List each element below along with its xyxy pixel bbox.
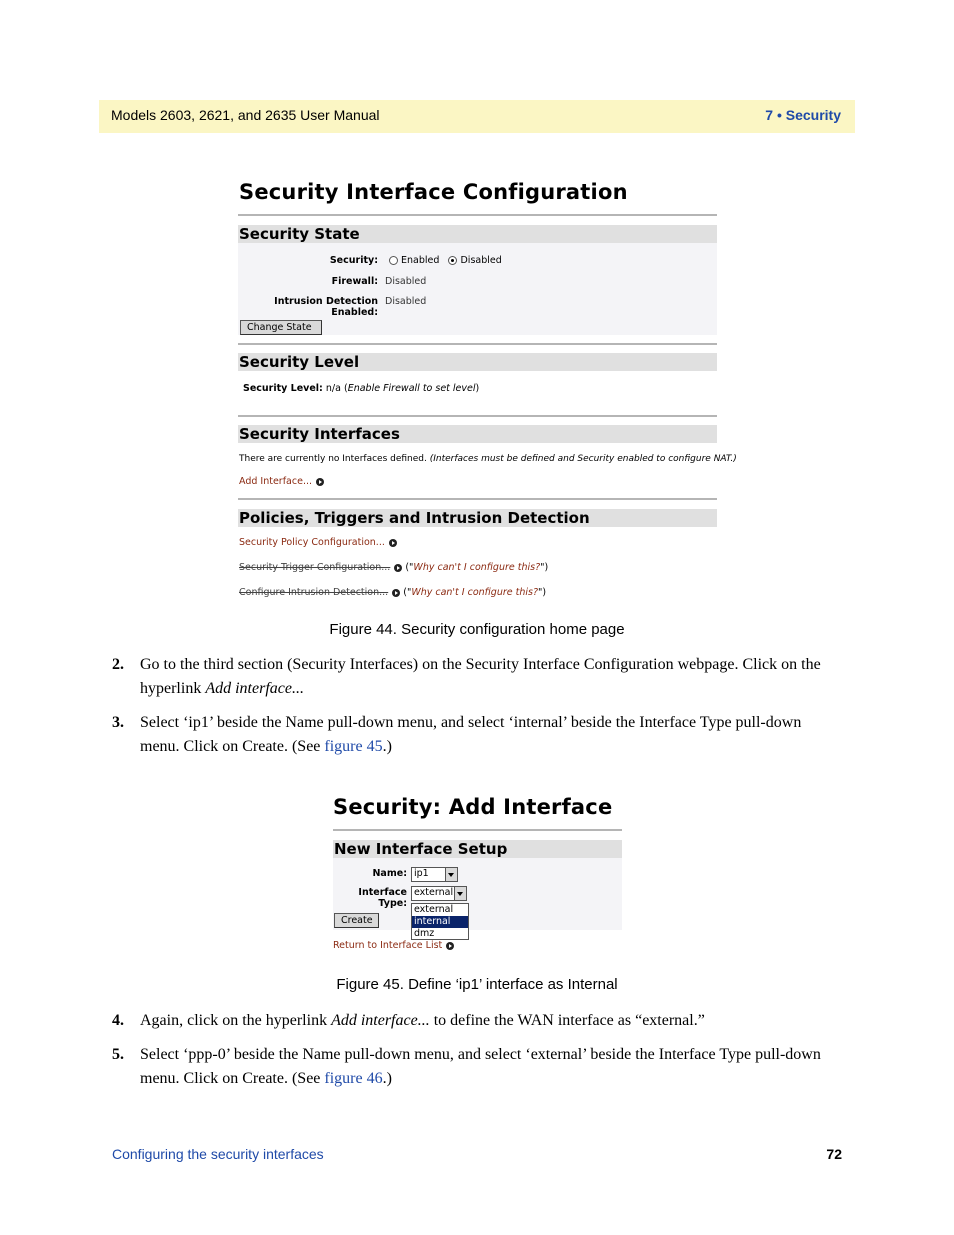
type-selected-value: external xyxy=(414,887,454,898)
ids-value: Disabled xyxy=(385,296,427,307)
disabled-radio[interactable] xyxy=(448,256,457,265)
note-paren: ( xyxy=(343,383,348,394)
security-label: Security: xyxy=(329,255,378,266)
security-trigger-link: Security Trigger Configuration... xyxy=(239,562,391,573)
security-policy-link[interactable]: Security Policy Configuration... xyxy=(239,537,385,548)
enable-firewall-note: Enable Firewall xyxy=(347,383,420,394)
create-button[interactable]: Create xyxy=(334,913,379,928)
step-5 xyxy=(112,1043,842,1091)
security-level-row xyxy=(243,383,713,394)
figure-45-link[interactable]: figure 45 xyxy=(324,738,383,755)
add-interface-row xyxy=(239,476,324,487)
chevron-down-icon[interactable] xyxy=(454,887,466,900)
add-interface-reference: Add interface... xyxy=(331,1012,430,1029)
enabled-radio[interactable] xyxy=(389,256,398,265)
policy-config-row xyxy=(239,537,397,548)
step-text: Again, click on the hyperlink Add interface... to define the WAN interface as “external.” xyxy=(140,1012,705,1029)
firewall-value: Disabled xyxy=(385,276,427,287)
ids-label: Intrusion Detection Enabled: xyxy=(274,296,378,318)
arrow-right-icon[interactable] xyxy=(446,942,454,950)
arrow-right-icon xyxy=(394,564,402,572)
divider xyxy=(238,214,717,216)
divider xyxy=(238,343,717,345)
security-state-heading: Security State xyxy=(238,225,717,243)
figure-44-caption: Figure 44. Security configuration home page xyxy=(329,621,625,638)
page-number: 72 xyxy=(826,1146,842,1162)
new-interface-heading: New Interface Setup xyxy=(333,840,622,858)
step-text: Go to the third section (Security Interfaces) on the Security Interface Configuration webpage. Click on the hyperlink Add interface... xyxy=(140,656,821,697)
option-external[interactable]: external xyxy=(414,904,454,915)
note-paren: ) xyxy=(475,383,480,394)
step-text: Select ‘ip1’ beside the Name pull-down menu, and select ‘internal’ beside the Interface Type pull-down menu. Click on Create. (See figure 45.) xyxy=(140,714,802,755)
why-cant-configure-link[interactable]: Why can't I configure this? xyxy=(411,587,539,598)
no-interfaces-message xyxy=(239,454,737,464)
security-level-value: n/a xyxy=(325,383,341,394)
change-state-button[interactable]: Change State xyxy=(240,320,322,335)
manual-title: Models 2603, 2621, and 2635 User Manual xyxy=(111,107,380,123)
message-note: (Interfaces must be defined and Security enabled to configure NAT.) xyxy=(429,454,737,464)
why-open: (" xyxy=(405,562,414,573)
add-interface-reference: Add interface... xyxy=(205,680,304,697)
arrow-right-icon[interactable] xyxy=(389,539,397,547)
set-level-note: to set level xyxy=(419,383,476,394)
security-level-label: Security Level: xyxy=(243,383,323,394)
return-to-interface-list-link[interactable]: Return to Interface List xyxy=(333,940,443,951)
why-open: (" xyxy=(403,587,412,598)
security-interfaces-heading: Security Interfaces xyxy=(238,425,717,443)
arrow-right-icon[interactable] xyxy=(316,478,324,486)
firewall-label: Firewall: xyxy=(331,276,378,287)
name-label: Name: xyxy=(372,868,407,879)
add-interface-link[interactable]: Add Interface... xyxy=(239,476,313,487)
trigger-config-row xyxy=(239,562,548,573)
enabled-option-label: Enabled xyxy=(401,255,440,266)
name-select[interactable] xyxy=(411,867,458,882)
name-selected-value: ip1 xyxy=(414,868,429,879)
chevron-down-icon[interactable] xyxy=(445,868,457,881)
figure-45 xyxy=(333,795,623,960)
security-state-body xyxy=(238,243,717,335)
step-4 xyxy=(112,1009,842,1033)
divider xyxy=(333,829,622,831)
return-link-row xyxy=(333,940,454,951)
step-text: Select ‘ppp-0’ beside the Name pull-down menu, and select ‘external’ beside the Interface Type pull-down menu. Click on Create. (See figure 46.) xyxy=(140,1046,821,1087)
disabled-option-label: Disabled xyxy=(460,255,502,266)
policies-heading: Policies, Triggers and Intrusion Detection xyxy=(238,509,717,527)
intrusion-detection-link: Configure Intrusion Detection... xyxy=(239,587,389,598)
ids-config-row xyxy=(239,587,546,598)
why-cant-configure-link[interactable]: Why can't I configure this? xyxy=(413,562,541,573)
interface-type-select[interactable] xyxy=(411,886,467,901)
step-number: 5. xyxy=(112,1046,124,1063)
step-number: 3. xyxy=(112,714,124,731)
figure-46-link[interactable]: figure 46 xyxy=(324,1070,383,1087)
step-number: 4. xyxy=(112,1012,124,1029)
figure-44 xyxy=(238,180,737,610)
interface-type-options xyxy=(411,903,469,940)
divider xyxy=(238,415,717,417)
fig44-title: Security Interface Configuration xyxy=(239,180,628,204)
step-2 xyxy=(112,653,842,701)
step-number: 2. xyxy=(112,656,124,673)
divider xyxy=(238,498,717,500)
security-radio-group xyxy=(389,255,502,266)
option-dmz[interactable]: dmz xyxy=(414,928,435,939)
step-3 xyxy=(112,711,842,759)
interface-type-label: Interface Type: xyxy=(358,887,407,909)
security-level-heading: Security Level xyxy=(238,353,717,371)
footer-section-title: Configuring the security interfaces xyxy=(112,1146,324,1162)
message-text: There are currently no Interfaces defined. xyxy=(239,454,430,464)
option-internal[interactable]: internal xyxy=(412,916,468,928)
why-close: ") xyxy=(540,562,549,573)
arrow-right-icon xyxy=(392,589,400,597)
new-interface-body xyxy=(333,858,622,930)
chapter-label: 7 • Security xyxy=(765,107,841,123)
why-close: ") xyxy=(538,587,547,598)
running-header xyxy=(99,100,855,133)
figure-45-caption: Figure 45. Define ‘ip1’ interface as Internal xyxy=(336,976,618,993)
fig45-title: Security: Add Interface xyxy=(333,795,613,819)
